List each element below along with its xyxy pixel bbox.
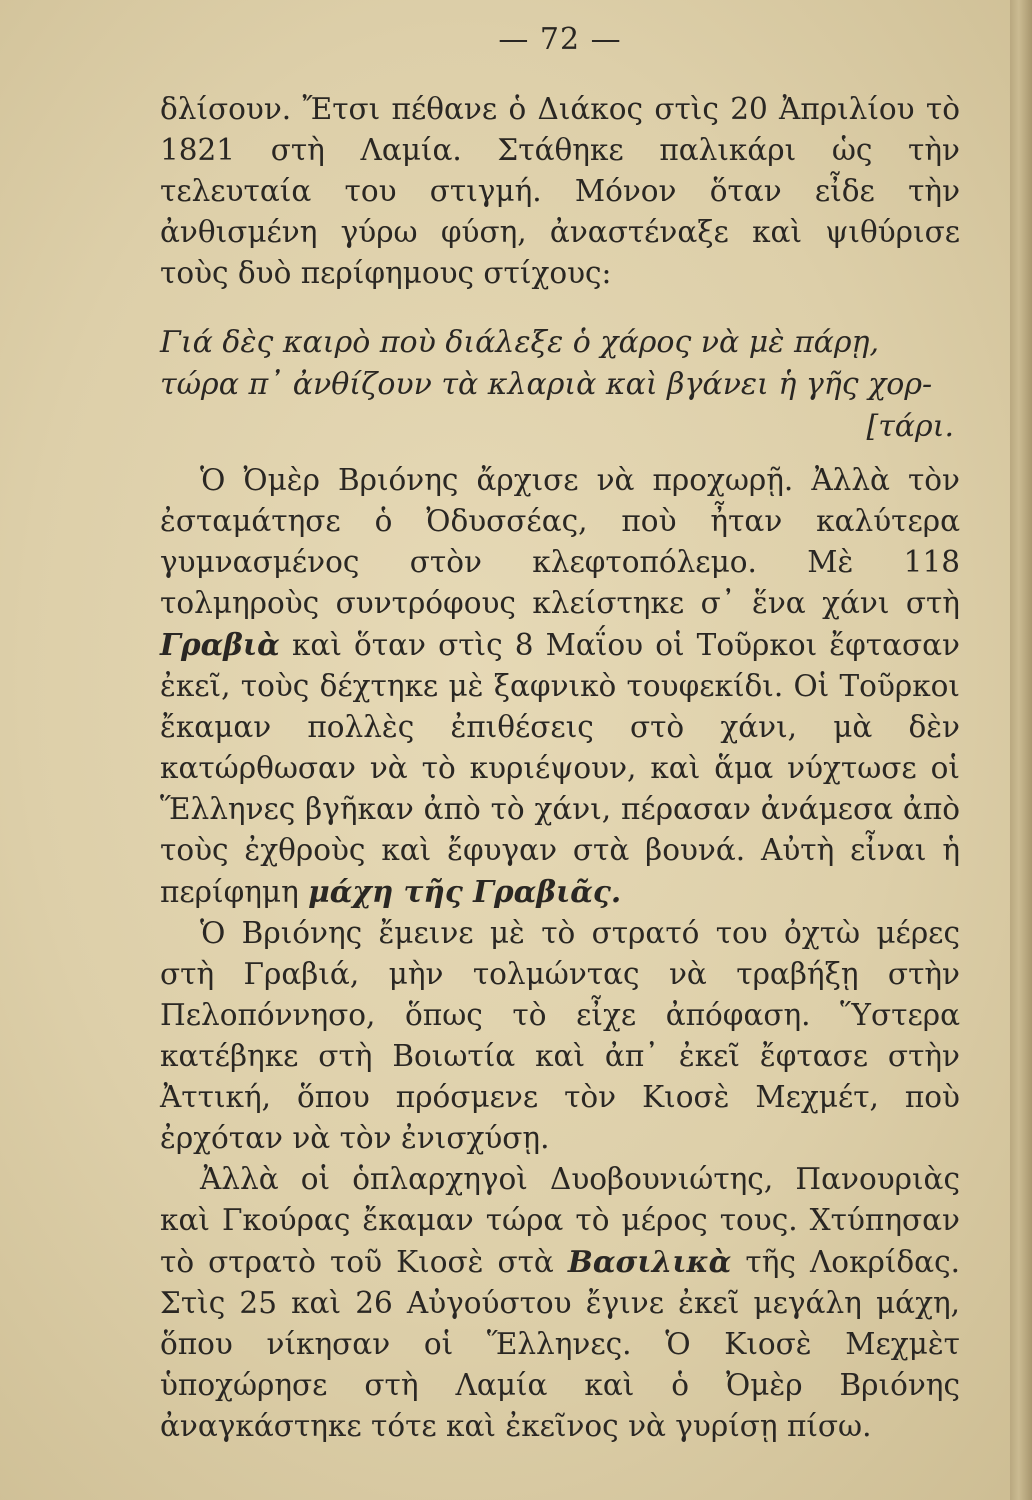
paragraph-4 bbox=[160, 1159, 960, 1447]
page-edge bbox=[1010, 0, 1032, 1500]
battle-of-gravia: μάχη τῆς Γραβιᾶς. bbox=[308, 874, 622, 909]
place-gravia: Γραβιὰ bbox=[160, 627, 280, 662]
poem-line-1: Γιά δὲς καιρὸ ποὺ διάλεξε ὁ χάρος νὰ μὲ πάρῃ, bbox=[160, 325, 880, 360]
paragraph-4-text-b: τῆς Λοκρίδας. Στὶς 25 καὶ 26 Αὐγούστου ἔγινε ἐκεῖ μεγάλη μάχη, ὅπου νίκησαν οἱ Ἕλληνες. Ὁ Κιοσὲ Μεχμὲτ ὑποχώρησε στὴ Λαμία καὶ ὁ Ὀμὲρ Βριόνης ἀναγκάστηκε τότε καὶ ἐκεῖνος νὰ γυρίσῃ πίσω. bbox=[160, 1245, 960, 1443]
poem-line-2-continuation: [τάρι. bbox=[866, 409, 954, 444]
paragraph-3: Ὁ Βριόνης ἔμεινε μὲ τὸ στρατό του ὀχτὼ μέρες στὴ Γραβιά, μὴν τολμώντας νὰ τραβήξῃ στὴν Πελοπόννησο, ὅπως τὸ εἶχε ἀπόφαση. Ὕστερα κατέβηκε στὴ Βοιωτία καὶ ἀπ᾽ ἐκεῖ ἔφτασε στὴν Ἀττική, ὅπου πρόσμενε τὸν Κιοσὲ Μεχμέτ, ποὺ ἐρχόταν νὰ τὸν ἐνισχύσῃ. bbox=[160, 916, 960, 1155]
paragraph-2-text-a: Ὁ Ὀμὲρ Βριόνης ἄρχισε νὰ προχωρῇ. Ἀλλὰ τὸν ἐσταμάτησε ὁ Ὀδυσσέας, ποὺ ἦταν καλύτερα γυμνασμένος στὸν κλεφτοπόλεμο. Μὲ 118 τολμηροὺς συντρόφους κλείστηκε σ᾽ ἕνα χάνι στὴ bbox=[160, 463, 960, 620]
paragraph-2 bbox=[160, 460, 960, 913]
paragraph-1: δλίσουν. Ἔτσι πέθανε ὁ Διάκος στὶς 20 Ἀπριλίου τὸ 1821 στὴ Λαμία. Στάθηκε παλικάρι ὡς τὴν τελευταία του στιγμή. Μόνον ὅταν εἶδε τὴν ἀνθισμένη γύρω φύση, ἀναστέναξε καὶ ψιθύρισε τοὺς δυὸ περίφημους στίχους: bbox=[160, 92, 960, 290]
text-block bbox=[160, 22, 960, 1447]
poem-quote bbox=[160, 322, 960, 448]
place-vasilika: Βασιλικὰ bbox=[567, 1244, 732, 1279]
paragraph-4-text-a: Ἀλλὰ οἱ ὁπλαρχηγοὶ Δυοβουνιώτης, Πανουριὰς καὶ Γκούρας ἔκαμαν τώρα τὸ μέρος τους. Χτύπησαν τὸ στρατὸ τοῦ Κιοσὲ στὰ bbox=[160, 1162, 960, 1279]
page-number: — 72 — bbox=[498, 22, 622, 57]
paragraph-2-text-b: καὶ ὅταν στὶς 8 Μαΐου οἱ Τοῦρκοι ἔφτασαν ἐκεῖ, τοὺς δέχτηκε μὲ ξαφνικὸ τουφεκίδι. Οἱ Τοῦρκοι ἔκαμαν πολλὲς ἐπιθέσεις στὸ χάνι, μὰ δὲν κατώρθωσαν νὰ τὸ κυριέψουν, καὶ ἅμα νύχτωσε οἱ Ἕλληνες βγῆκαν ἀπὸ τὸ χάνι, πέρασαν ἀνάμεσα ἀπὸ τοὺς ἐχθροὺς καὶ ἔφυγαν στὰ βουνά. Αὐτὴ εἶναι ἡ περίφημη bbox=[160, 628, 960, 909]
poem-line-2: τώρα π᾽ ἀνθίζουν τὰ κλαριὰ καὶ βγάνει ἡ γῆς χορ- bbox=[160, 367, 933, 402]
